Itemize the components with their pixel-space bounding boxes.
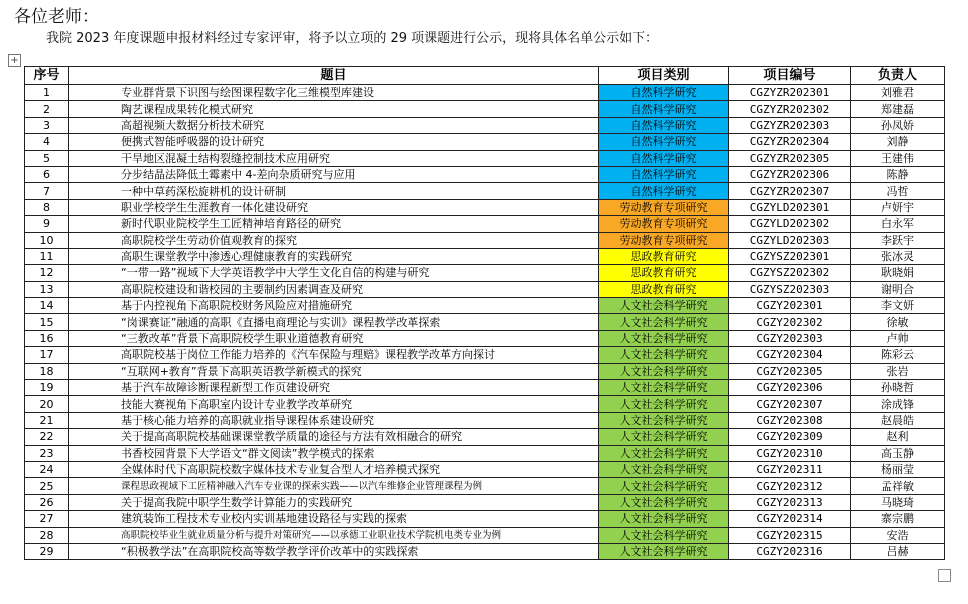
cell-title: 便携式智能呼吸器的设计研究 (69, 134, 599, 150)
cell-title: 建筑装饰工程技术专业校内实训基地建设路径与实践的探索 (69, 511, 599, 527)
table-row (25, 117, 945, 133)
cell-category: 自然科学研究 (599, 166, 729, 182)
cell-title: 职业学校学生生涯教育一体化建设研究 (69, 199, 599, 215)
cell-leader: 谢明合 (851, 281, 945, 297)
cell-seq: 15 (25, 314, 69, 330)
cell-seq: 19 (25, 380, 69, 396)
cell-category: 人文社会科学研究 (599, 298, 729, 314)
cell-seq: 16 (25, 330, 69, 346)
greeting: 各位老师： (14, 7, 99, 27)
cell-category: 人文社会科学研究 (599, 412, 729, 428)
cell-category: 自然科学研究 (599, 85, 729, 101)
cell-leader: 王建伟 (851, 150, 945, 166)
table-row (25, 543, 945, 559)
cell-leader: 寨宗鹏 (851, 511, 945, 527)
cell-title: “三教改革”背景下高职院校学生职业道德教育研究 (69, 330, 599, 346)
table-row (25, 150, 945, 166)
table-row (25, 232, 945, 248)
cell-code: CGZY202313 (729, 494, 851, 510)
cell-title: “一带一路”视域下大学英语教学中大学生文化自信的构建与研究 (69, 265, 599, 281)
cell-title: “互联网+教育”背景下高职英语教学新模式的探究 (69, 363, 599, 379)
cell-code: CGZY202301 (729, 298, 851, 314)
table-row (25, 396, 945, 412)
cell-leader: 白永军 (851, 216, 945, 232)
table-row (25, 445, 945, 461)
cell-leader: 张冰灵 (851, 248, 945, 264)
cell-category: 人文社会科学研究 (599, 478, 729, 494)
cell-code: CGZY202314 (729, 511, 851, 527)
cell-leader: 安浩 (851, 527, 945, 543)
cell-seq: 18 (25, 363, 69, 379)
cell-title: 高职院校基于岗位工作能力培养的《汽车保险与理赔》课程教学改革方向探讨 (69, 347, 599, 363)
cell-category: 人文社会科学研究 (599, 461, 729, 477)
header-code: 项目编号 (729, 67, 851, 85)
cell-title: 基于内控视角下高职院校财务风险应对措施研究 (69, 298, 599, 314)
cell-code: CGZY202303 (729, 330, 851, 346)
cell-code: CGZYZR202301 (729, 85, 851, 101)
cell-code: CGZYLD202303 (729, 232, 851, 248)
cell-category: 思政教育研究 (599, 265, 729, 281)
cell-code: CGZYSZ202301 (729, 248, 851, 264)
intro-paragraph: 我院 2023 年度课题申报材料经过专家评审，将予以立项的 29 项课题进行公示，现将具体名单公示如下： (46, 31, 659, 46)
cell-seq: 5 (25, 150, 69, 166)
cell-title: 技能大赛视角下高职室内设计专业教学改革研究 (69, 396, 599, 412)
cell-leader: 刘雅君 (851, 85, 945, 101)
table-row (25, 248, 945, 264)
cell-category: 自然科学研究 (599, 101, 729, 117)
cell-category: 自然科学研究 (599, 183, 729, 199)
table-row (25, 527, 945, 543)
cell-code: CGZYZR202302 (729, 101, 851, 117)
cell-category: 自然科学研究 (599, 150, 729, 166)
cell-leader: 刘静 (851, 134, 945, 150)
cell-leader: 冯哲 (851, 183, 945, 199)
cell-category: 自然科学研究 (599, 117, 729, 133)
cell-seq: 12 (25, 265, 69, 281)
cell-title: 专业群背景下识图与绘图课程数字化三维模型库建设 (69, 85, 599, 101)
cell-title: “岗课赛证”融通的高职《直播电商理论与实训》课程教学改革探索 (69, 314, 599, 330)
cell-code: CGZYZR202306 (729, 166, 851, 182)
table-row (25, 494, 945, 510)
cell-seq: 27 (25, 511, 69, 527)
cell-title: 书香校园背景下大学语文“群文阅读”教学模式的探索 (69, 445, 599, 461)
cell-seq: 6 (25, 166, 69, 182)
cell-code: CGZY202310 (729, 445, 851, 461)
cell-seq: 1 (25, 85, 69, 101)
header-leader: 负责人 (851, 67, 945, 85)
cell-seq: 29 (25, 543, 69, 559)
cell-seq: 28 (25, 527, 69, 543)
cell-title: 全媒体时代下高职院校数字媒体技术专业复合型人才培养模式探究 (69, 461, 599, 477)
cell-seq: 7 (25, 183, 69, 199)
cell-code: CGZY202307 (729, 396, 851, 412)
cell-code: CGZY202315 (729, 527, 851, 543)
cell-category: 人文社会科学研究 (599, 314, 729, 330)
cell-category: 人文社会科学研究 (599, 396, 729, 412)
cell-title: 新时代职业院校学生工匠精神培育路径的研究 (69, 216, 599, 232)
cell-seq: 8 (25, 199, 69, 215)
cell-title: 课程思政视域下工匠精神融入汽车专业课的探索实践——以汽车维修企业管理课程为例 (69, 478, 599, 494)
cell-category: 劳动教育专项研究 (599, 216, 729, 232)
cell-seq: 22 (25, 429, 69, 445)
cell-leader: 徐敏 (851, 314, 945, 330)
cell-leader: 杨丽莹 (851, 461, 945, 477)
cell-title: “积极教学法”在高职院校高等数学教学评价改革中的实践探索 (69, 543, 599, 559)
cell-code: CGZY202306 (729, 380, 851, 396)
cell-code: CGZY202304 (729, 347, 851, 363)
cell-seq: 3 (25, 117, 69, 133)
table-row (25, 314, 945, 330)
cell-seq: 26 (25, 494, 69, 510)
cell-code: CGZYLD202302 (729, 216, 851, 232)
resize-icon[interactable] (938, 569, 951, 582)
cell-seq: 14 (25, 298, 69, 314)
cell-category: 人文社会科学研究 (599, 363, 729, 379)
cell-category: 人文社会科学研究 (599, 429, 729, 445)
cell-seq: 9 (25, 216, 69, 232)
table-row (25, 216, 945, 232)
cell-code: CGZYSZ202302 (729, 265, 851, 281)
cell-code: CGZY202316 (729, 543, 851, 559)
cell-code: CGZY202311 (729, 461, 851, 477)
cell-category: 人文社会科学研究 (599, 494, 729, 510)
cell-title: 高职生课堂教学中渗透心理健康教育的实践研究 (69, 248, 599, 264)
table-row (25, 363, 945, 379)
cell-leader: 陈彩云 (851, 347, 945, 363)
cell-seq: 20 (25, 396, 69, 412)
header-seq: 序号 (25, 67, 69, 85)
cell-title: 分步结晶法降低土霉素中 4-差向杂质研究与应用 (69, 166, 599, 182)
table-row (25, 265, 945, 281)
cell-title: 高职院校学生劳动价值观教育的探究 (69, 232, 599, 248)
cell-code: CGZYZR202303 (729, 117, 851, 133)
table-row (25, 101, 945, 117)
cell-category: 人文社会科学研究 (599, 527, 729, 543)
table-row (25, 330, 945, 346)
cell-category: 人文社会科学研究 (599, 445, 729, 461)
cell-leader: 耿晓娟 (851, 265, 945, 281)
cell-code: CGZYSZ202303 (729, 281, 851, 297)
cell-title: 高职院校毕业生就业质量分析与提升对策研究——以承德工业职业技术学院机电类专业为例 (69, 527, 599, 543)
cell-title: 基于汽车故障诊断课程新型工作页建设研究 (69, 380, 599, 396)
move-icon[interactable]: + (8, 54, 21, 67)
cell-code: CGZYZR202307 (729, 183, 851, 199)
cell-category: 自然科学研究 (599, 134, 729, 150)
cell-leader: 赵利 (851, 429, 945, 445)
cell-category: 人文社会科学研究 (599, 347, 729, 363)
cell-leader: 孙凤娇 (851, 117, 945, 133)
cell-category: 劳动教育专项研究 (599, 232, 729, 248)
cell-title: 高职院校建设和谐校园的主要制约因素调查及研究 (69, 281, 599, 297)
cell-seq: 13 (25, 281, 69, 297)
cell-seq: 17 (25, 347, 69, 363)
table-row (25, 380, 945, 396)
cell-title: 基于核心能力培养的高职就业指导课程体系建设研究 (69, 412, 599, 428)
table-row (25, 281, 945, 297)
cell-code: CGZYLD202301 (729, 199, 851, 215)
cell-title: 关于提高高职院校基础课课堂教学质量的途径与方法有效相融合的研究 (69, 429, 599, 445)
table-row (25, 134, 945, 150)
cell-leader: 涂成锋 (851, 396, 945, 412)
table-row (25, 478, 945, 494)
cell-code: CGZY202308 (729, 412, 851, 428)
cell-leader: 李跃宇 (851, 232, 945, 248)
table-header-row (25, 67, 945, 85)
cell-code: CGZYZR202305 (729, 150, 851, 166)
cell-seq: 11 (25, 248, 69, 264)
cell-category: 思政教育研究 (599, 248, 729, 264)
cell-leader: 孙晓哲 (851, 380, 945, 396)
cell-code: CGZY202309 (729, 429, 851, 445)
header-category: 项目类别 (599, 67, 729, 85)
cell-seq: 2 (25, 101, 69, 117)
cell-leader: 卢帅 (851, 330, 945, 346)
cell-title: 干旱地区混凝土结构裂缝控制技术应用研究 (69, 150, 599, 166)
cell-title: 高超视频大数据分析技术研究 (69, 117, 599, 133)
cell-seq: 4 (25, 134, 69, 150)
cell-category: 劳动教育专项研究 (599, 199, 729, 215)
cell-code: CGZY202302 (729, 314, 851, 330)
cell-seq: 23 (25, 445, 69, 461)
cell-leader: 马晓琦 (851, 494, 945, 510)
cell-title: 一种中草药深松旋耕机的设计研制 (69, 183, 599, 199)
cell-leader: 赵晨皓 (851, 412, 945, 428)
cell-seq: 24 (25, 461, 69, 477)
cell-title: 关于提高我院中职学生数学计算能力的实践研究 (69, 494, 599, 510)
table-row (25, 347, 945, 363)
header-title: 题目 (69, 67, 599, 85)
project-table (24, 66, 945, 560)
table-row (25, 461, 945, 477)
cell-leader: 卢妍宇 (851, 199, 945, 215)
cell-category: 人文社会科学研究 (599, 380, 729, 396)
table-row (25, 429, 945, 445)
cell-category: 人文社会科学研究 (599, 330, 729, 346)
cell-leader: 孟祥敏 (851, 478, 945, 494)
cell-seq: 21 (25, 412, 69, 428)
table-row (25, 511, 945, 527)
cell-leader: 张岩 (851, 363, 945, 379)
cell-category: 人文社会科学研究 (599, 543, 729, 559)
cell-leader: 李文妍 (851, 298, 945, 314)
cell-leader: 吕赫 (851, 543, 945, 559)
cell-seq: 10 (25, 232, 69, 248)
cell-code: CGZY202305 (729, 363, 851, 379)
table-row (25, 166, 945, 182)
table-row (25, 85, 945, 101)
cell-leader: 郑建磊 (851, 101, 945, 117)
cell-code: CGZY202312 (729, 478, 851, 494)
cell-seq: 25 (25, 478, 69, 494)
cell-leader: 高玉静 (851, 445, 945, 461)
table-row (25, 199, 945, 215)
cell-category: 人文社会科学研究 (599, 511, 729, 527)
cell-title: 陶艺课程成果转化模式研究 (69, 101, 599, 117)
cell-leader: 陈静 (851, 166, 945, 182)
cell-code: CGZYZR202304 (729, 134, 851, 150)
table-row (25, 298, 945, 314)
table-row (25, 183, 945, 199)
table-row (25, 412, 945, 428)
cell-category: 思政教育研究 (599, 281, 729, 297)
